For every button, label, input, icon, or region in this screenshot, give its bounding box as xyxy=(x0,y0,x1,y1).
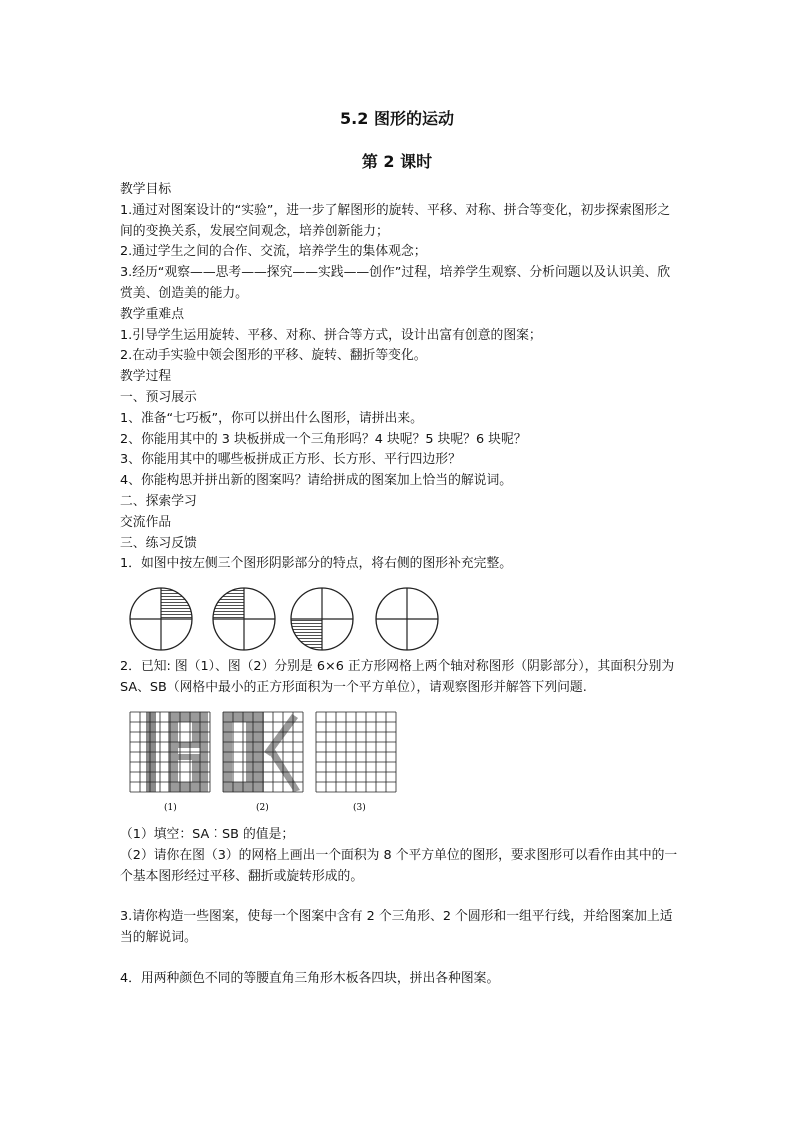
objective-1: 1.通过对图案设计的“实验”，进一步了解图形的旋转、平移、对称、拼合等变化，初步探索图形之间的变换关系，发展空间观念，培养创新能力； xyxy=(120,202,671,239)
subsection-explore: 二、探索学习 xyxy=(120,493,197,509)
grid-label-2: (2) xyxy=(256,803,269,813)
document-subtitle: 第 2 课时 xyxy=(361,152,433,171)
preview-item-3: 3、你能用其中的哪些板拼成正方形、长方形、平行四边形？ xyxy=(120,452,461,468)
preview-item-1: 1、准备“七巧板”，你可以拼出什么图形，请拼出来。 xyxy=(120,410,423,426)
grid-figure-1 xyxy=(130,712,210,792)
grid-figures xyxy=(128,710,403,820)
practice-question-3: 3.请你构造一些图案，使每一个图案中含有 2 个三角形、2 个圆形和一组平行线，并给图案加上适当的解说词。 xyxy=(120,909,673,946)
circle-figure-2 xyxy=(213,588,275,650)
grid-figure-3-blank xyxy=(316,712,396,792)
preview-item-2: 2、你能用其中的 3 块板拼成一个三角形吗？4 块呢？5 块呢？6 块呢？ xyxy=(120,431,527,447)
question-2-block xyxy=(120,657,680,699)
question-2-sub-1: （1）填空：SA︰SB 的值是； xyxy=(120,827,295,842)
question-2-subparts xyxy=(120,825,680,990)
document-title: 5.2 图形的运动 xyxy=(340,109,454,128)
grid-label-1: (1) xyxy=(164,803,177,813)
section-heading-objectives: 教学目标 xyxy=(120,182,172,197)
objective-3: 3.经历“观察——思考——探究——实践——创作”过程，培养学生观察、分析问题以及认识美、欣赏美、创造美的能力。 xyxy=(120,265,671,301)
practice-question-1: 1．如图中按左侧三个图形阴影部分的特点，将右侧的图形补充完整。 xyxy=(120,556,513,572)
document-body xyxy=(120,180,680,575)
practice-question-4: 4．用两种颜色不同的等腰直角三角形木板各四块，拼出各种图案。 xyxy=(120,970,500,986)
question-2-sub-2: （2）请你在图（3）的网格上画出一个面积为 8 个平方单位的图形，要求图形可以看作由其中的一个基本图形经过平移、翻折或旋转形成的。 xyxy=(120,847,678,884)
explore-item: 交流作品 xyxy=(120,514,172,530)
practice-question-2: 2．已知: 图（1）、图（2）分别是 6×6 正方形网格上两个轴对称图形（阴影部分），其面积分别为 SA、SB（网格中最小的正方形面积为一个平方单位），请观察图形并解答下列问题. xyxy=(120,659,675,695)
section-heading-process: 教学过程 xyxy=(120,369,172,385)
keypoint-1: 1.引导学生运用旋转、平移、对称、拼合等方式，设计出富有创意的图案； xyxy=(120,327,542,343)
subsection-preview: 一、预习展示 xyxy=(120,389,197,405)
grid-label-3: (3) xyxy=(353,803,366,813)
preview-item-4: 4、你能构思并拼出新的图案吗？请给拼成的图案加上恰当的解说词。 xyxy=(120,473,513,489)
circle-figure-4-blank xyxy=(376,588,438,650)
section-heading-keypoints: 教学重难点 xyxy=(120,306,184,322)
circle-figure-3 xyxy=(291,588,353,650)
objective-2: 2.通过学生之间的合作、交流，培养学生的集体观念； xyxy=(120,244,427,260)
grid-figure-2 xyxy=(223,712,303,792)
circle-figure-1 xyxy=(130,588,192,650)
circle-pattern-figures xyxy=(126,586,446,652)
subsection-practice: 三、练习反馈 xyxy=(120,535,197,551)
keypoint-2: 2.在动手实验中领会图形的平移、旋转、翻折等变化。 xyxy=(120,348,427,364)
